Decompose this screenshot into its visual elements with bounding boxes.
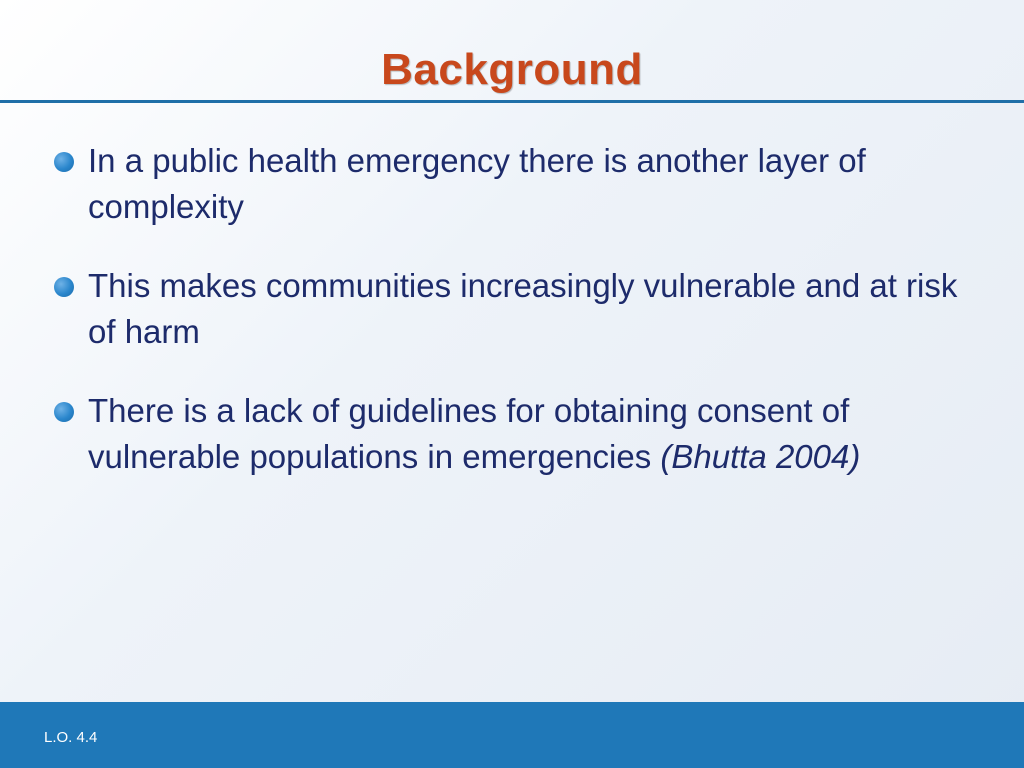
footer-bar <box>0 702 1024 768</box>
bullet-item-2 <box>50 263 980 355</box>
bullet-item-1 <box>50 138 980 230</box>
bullet-item-3 <box>50 388 980 480</box>
bullet-dot-icon <box>54 402 74 422</box>
bullet-text: This makes communities increasingly vulnerable and at risk of harm <box>88 267 958 350</box>
bullet-text: In a public health emergency there is another layer of complexity <box>88 142 866 225</box>
bullet-citation: (Bhutta 2004) <box>660 438 861 475</box>
bullet-dot-icon <box>54 152 74 172</box>
slide-title: Background <box>381 45 643 94</box>
title-underline <box>0 100 1024 103</box>
bullet-text: There is a lack of guidelines for obtaining consent of vulnerable populations in emergencies <box>88 392 850 475</box>
footer-label: L.O. 4.4 <box>44 729 98 746</box>
bullet-list <box>50 138 980 513</box>
bullet-dot-icon <box>54 277 74 297</box>
